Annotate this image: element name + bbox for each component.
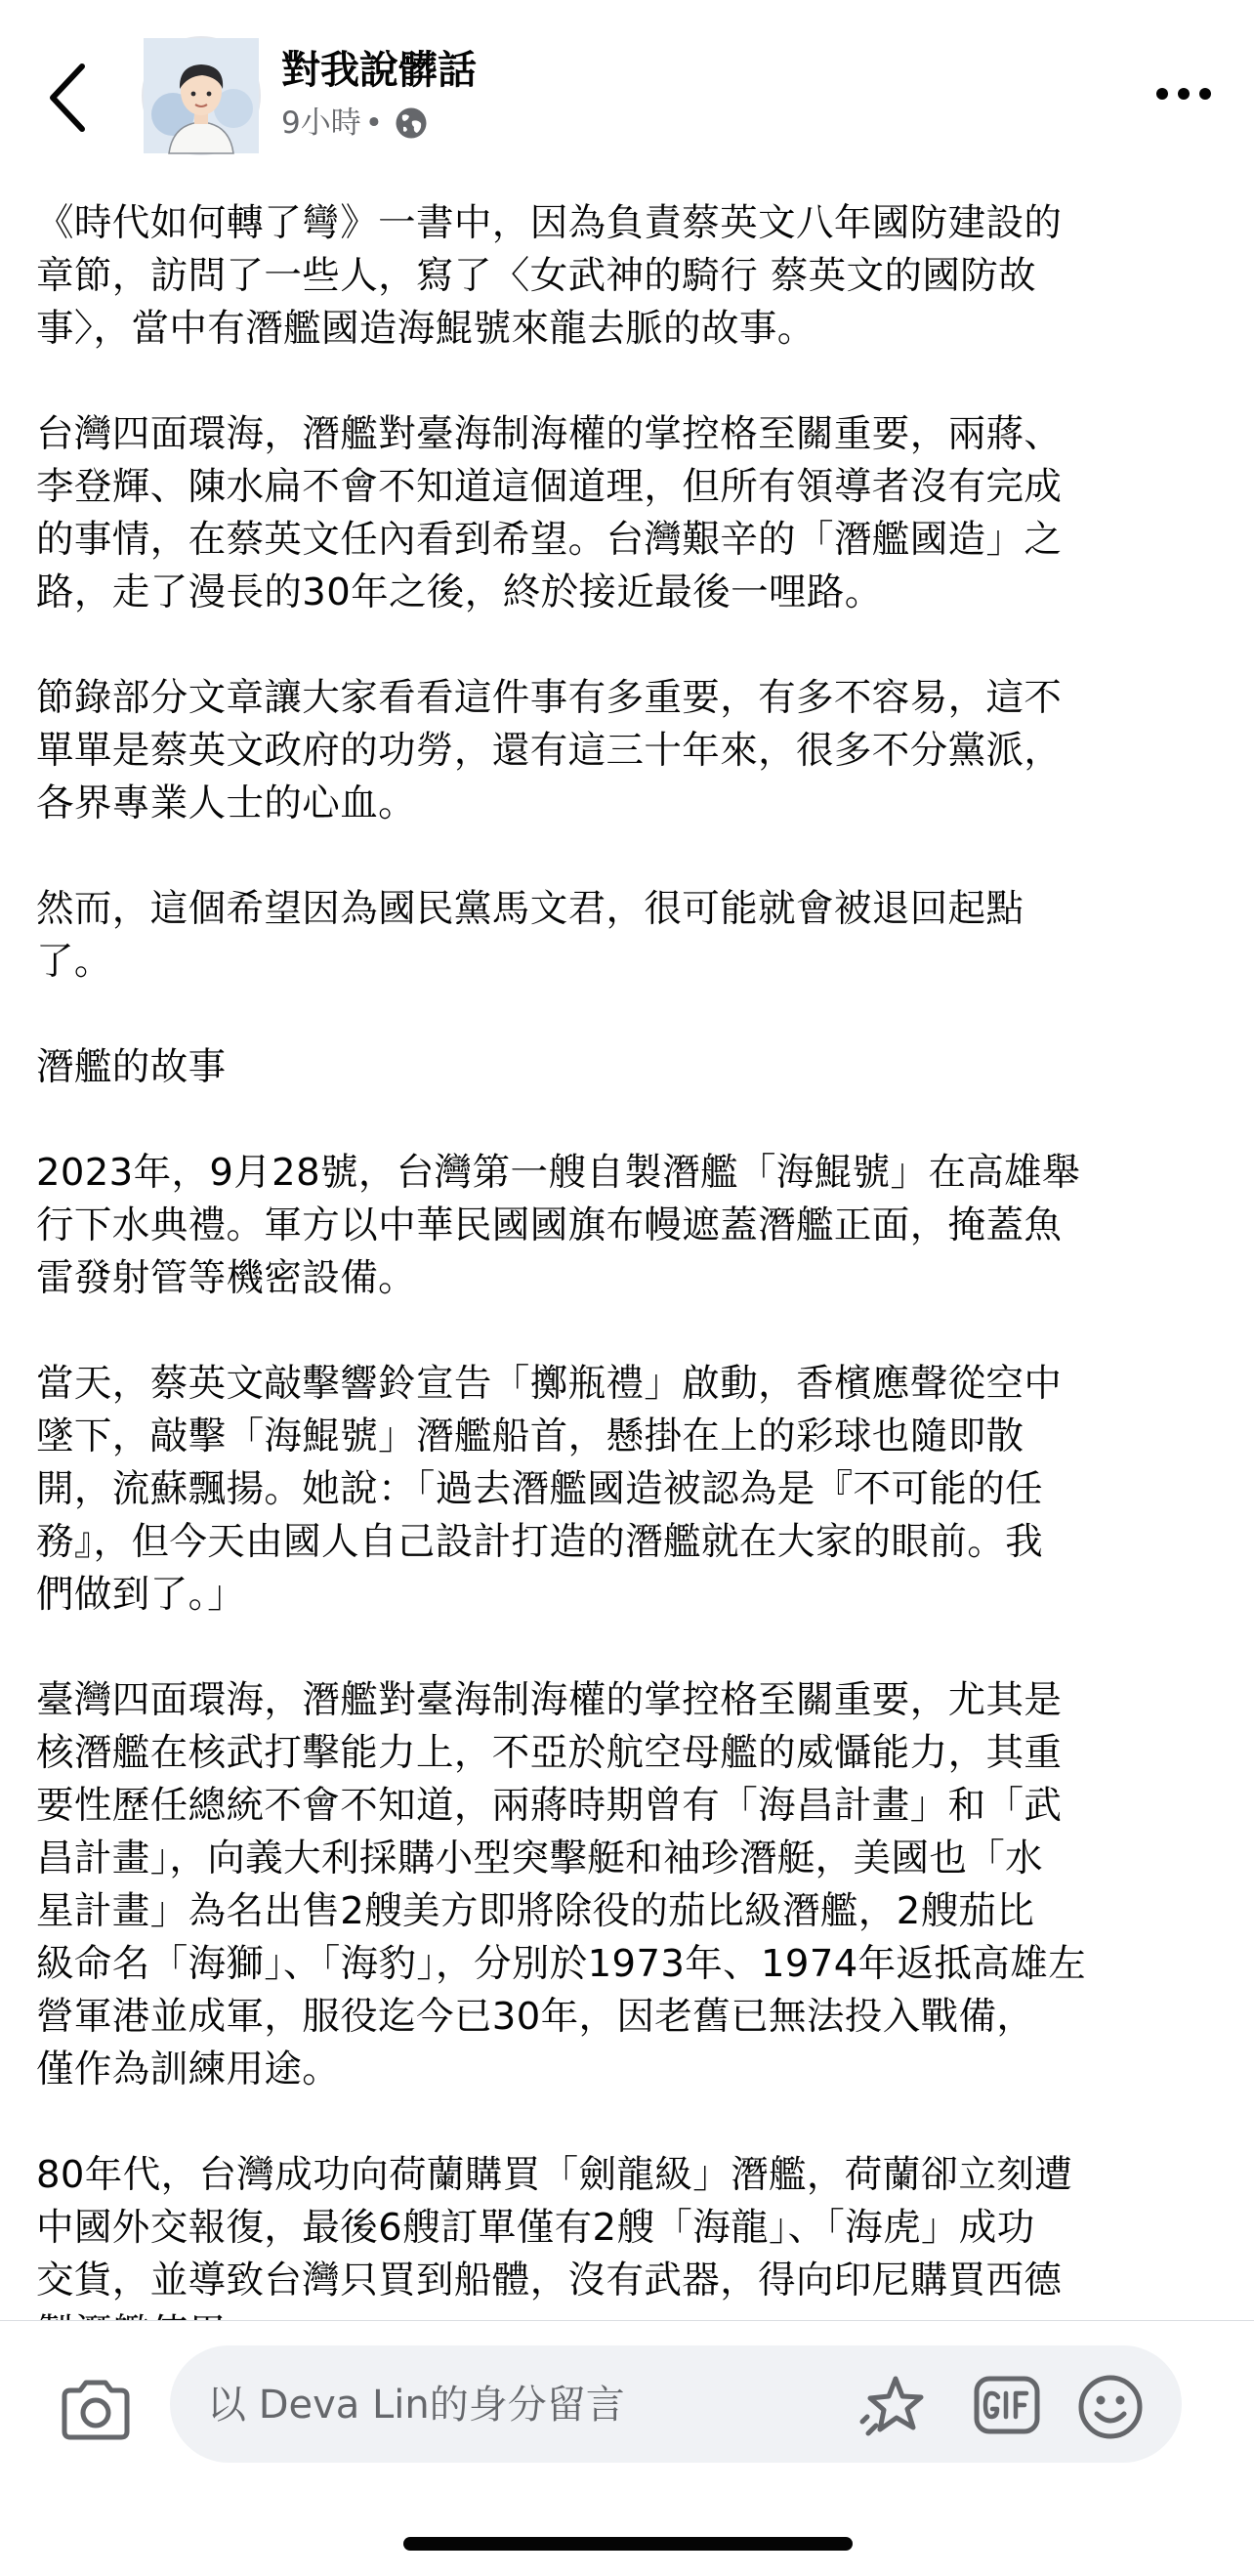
camera-icon [59,2375,133,2443]
comment-input-box[interactable] [170,2345,1182,2463]
post-time[interactable]: 9小時 [281,106,361,141]
comment-input[interactable] [205,2375,834,2435]
post-paragraph: 《時代如何轉了彎》一書中，因為負責蔡英文八年國防建設的 章節，訪問了一些人，寫了〈女武神的騎行 蔡英文的國防故 事〉，當中有潛艦國造海鯤號來龍去脈的故事。 [36,201,1063,351]
home-indicator[interactable] [403,2537,853,2551]
avatar-illustration [144,38,259,153]
camera-button[interactable] [59,2375,133,2443]
back-button[interactable] [41,59,100,137]
sticker-icon [858,2373,933,2437]
more-horizontal-icon [1152,72,1215,115]
post-body [36,197,1223,2317]
emoji-button[interactable] [1076,2373,1145,2441]
post-meta [281,102,428,145]
sticker-button[interactable] [858,2373,933,2437]
meta-separator: • [364,106,384,141]
post-paragraph: 80年代，台灣成功向荷蘭購買「劍龍級」潛艦，荷蘭卻立刻遭 中國外交報復，最後6艘訂單僅有2艘「海龍」、「海虎」成功 交貨，並導致台灣只買到船體，沒有武器，得向印尼購買西德 [36,2153,1073,2302]
emoji-icon [1076,2373,1145,2441]
post-paragraph: 臺灣四面環海，潛艦對臺海制海權的掌控格至關重要，尤其是 核潛艦在核武打擊能力上，不亞於航空母艦的威懾能力，其重 要性歷任總統不會不知道，兩蔣時期曾有「海昌計畫」和「武 昌計畫」，向義大利採購小型突擊艇和袖珍潛艇，美國也「水 星計畫」為名出售2艘美方即將除役的茄比級潛艦，2艘茄比 級命名「海獅」、「海豹」，分別於1973年、1974年返抵高雄左 營軍港並成軍，服役迄今已30年，因老舊已無法投入戰備， 僅作為訓練用途。 [36,1678,1087,2091]
chevron-left-icon [41,59,100,137]
globe-icon [395,106,428,140]
avatar[interactable] [142,36,261,155]
comment-composer [0,2320,1254,2497]
gif-icon [973,2375,1041,2435]
gif-button[interactable] [973,2375,1041,2435]
post-paragraph: 當天，蔡英文敲擊響鈴宣告「擲瓶禮」啟動，香檳應聲從空中 墜下，敲擊「海鯤號」潛艦船首，懸掛在上的彩球也隨即散 開，流蘇飄揚。她說：「過去潛艦國造被認為是『不可能的任 務』，但今天由國人自己設計打造的潛艦就在大家的眼前。我 們做到了。」 [36,1362,1063,1617]
author-name[interactable]: 對我說髒話 [281,48,477,93]
post-paragraph: 節錄部分文章讓大家看看這件事有多重要，有多不容易，這不 單單是蔡英文政府的功勞，還有這三十年來，很多不分黨派， 各界專業人士的心血。 [36,676,1063,825]
post-paragraph: 台灣四面環海，潛艦對臺海制海權的掌控格至關重要，兩蔣、 李登輝、陳水扁不會不知道這個道理，但所有領導者沒有完成 的事情，在蔡英文任內看到希望。台灣艱辛的「潛艦國造」之 路，走了漫長的30年之後，終於接近最後一哩路。 [36,412,1063,614]
post-header [0,0,1254,186]
more-options-button[interactable] [1152,72,1215,115]
post-paragraph: 然而，這個希望因為國民黨馬文君，很可能就會被退回起點 了。 [36,887,1024,984]
post-paragraph: 2023年，9月28號，台灣第一艘自製潛艦「海鯤號」在高雄舉 行下水典禮。軍方以中華民國國旗布幔遮蓋潛艦正面，掩蓋魚 雷發射管等機密設備。 [36,1151,1080,1300]
post-section-heading: 潛艦的故事 [36,1045,227,1089]
